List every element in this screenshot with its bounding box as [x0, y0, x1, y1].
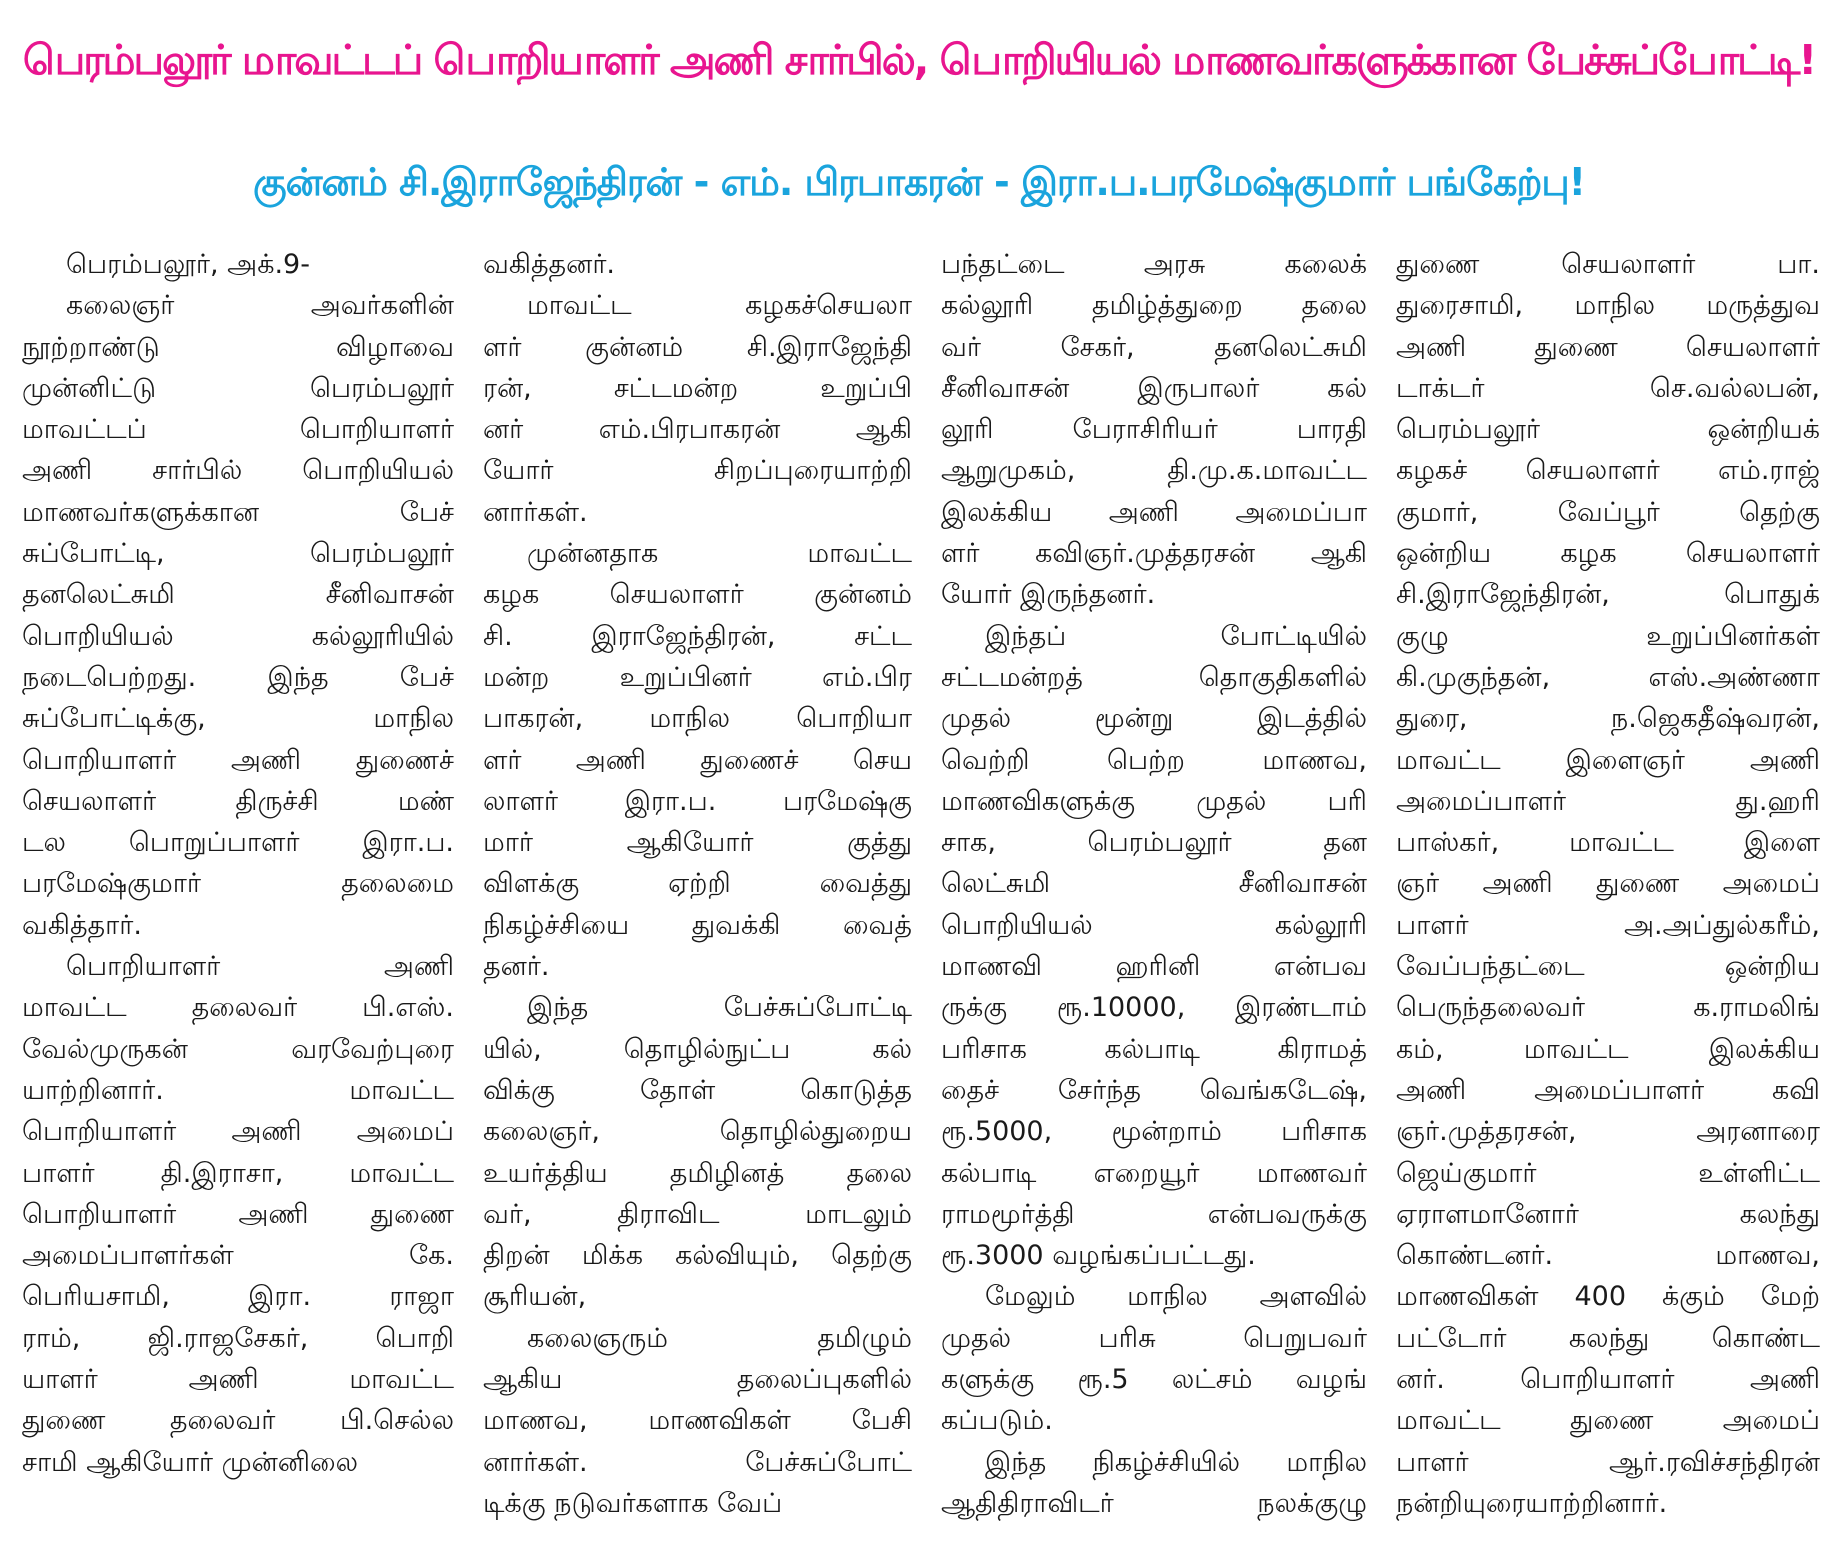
text-line: இந்த பேச்சுப்போட்டி: [527, 992, 912, 1024]
text-line: வர், திராவிட மாடலும்: [483, 1198, 912, 1230]
text-line: விளக்கு ஏற்றி வைத்து: [483, 868, 912, 900]
text-line: யாற்றினார். மாவட்ட: [22, 1074, 454, 1106]
text-line: மாணவி ஹரினி என்பவ: [941, 951, 1367, 983]
text-line: ஆகிய தலைப்புகளில்: [483, 1364, 912, 1396]
text-line: மாணவிகள் 400 க்கும் மேற்: [1396, 1281, 1820, 1313]
text-line: கம், மாவட்ட இலக்கிய: [1396, 1033, 1820, 1065]
text-line: பெருந்தலைவர் க.ராமலிங்: [1396, 992, 1820, 1024]
text-line: விக்கு தோள் கொடுத்த: [483, 1074, 912, 1106]
column-1: [8, 244, 468, 1544]
text-line: மாவட்டப் பொறியாளர்: [22, 414, 454, 446]
text-line: லூரி பேராசிரியர் பாரதி: [941, 414, 1367, 446]
text-line: அணி துணை செயலாளர்: [1396, 331, 1820, 363]
text-line: ஆறுமுகம், தி.மு.க.மாவட்ட: [941, 455, 1367, 487]
text-line: கொண்டனர். மாணவ,: [1396, 1240, 1820, 1272]
text-line: வெற்றி பெற்ற மாணவ,: [941, 744, 1367, 776]
text-line: நூற்றாண்டு விழாவை: [22, 331, 454, 363]
text-line: சாமி ஆகியோர் முன்னிலை: [22, 1446, 359, 1478]
text-line: முன்னதாக மாவட்ட: [527, 538, 912, 570]
column-4: [1381, 244, 1834, 1544]
text-line: தனர்.: [483, 951, 550, 983]
text-line: யோர் சிறப்புரையாற்றி: [483, 455, 912, 487]
text-line: னார்கள்.: [483, 496, 588, 528]
text-line: தனலெட்சுமி சீனிவாசன்: [22, 579, 454, 611]
text-line: செயலாளர் திருச்சி மண்: [22, 785, 454, 817]
text-line: கலைஞர் அவர்களின்: [66, 290, 454, 322]
text-line: முதல் மூன்று இடத்தில்: [941, 703, 1367, 735]
text-line: மாவட்ட துணை அமைப்: [1396, 1405, 1820, 1437]
text-line: பாளர் ஆர்.ரவிச்சந்திரன்: [1396, 1446, 1820, 1478]
text-line: உயர்த்திய தமிழினத் தலை: [483, 1157, 912, 1189]
text-line: இந்த நிகழ்ச்சியில் மாநில: [985, 1446, 1367, 1478]
text-line: சூரியன்,: [483, 1281, 587, 1313]
text-line: கப்படும்.: [941, 1405, 1053, 1437]
text-line: அமைப்பாளர் து.ஹரி: [1396, 785, 1820, 817]
text-line: ரூ.3000 வழங்கப்பட்டது.: [941, 1240, 1256, 1272]
text-line: துணை செயலாளர் பா.: [1396, 249, 1820, 280]
text-line: டல பொறுப்பாளர் இரா.ப.: [22, 827, 454, 859]
text-line: களுக்கு ரூ.5 லட்சம் வழங்: [941, 1364, 1367, 1396]
text-line: ரூ.5000, மூன்றாம் பரிசாக: [941, 1116, 1367, 1148]
text-line: கலைஞரும் தமிழும்: [527, 1322, 912, 1354]
text-line: லெட்சுமி சீனிவாசன்: [941, 868, 1367, 900]
text-line: பொறியாளர் அணி துணைச்: [22, 744, 454, 776]
text-line: மாவட்ட இளைஞர் அணி: [1396, 744, 1820, 776]
text-line: இந்தப் போட்டியில்: [985, 620, 1367, 652]
text-line: நடைபெற்றது. இந்த பேச்: [22, 661, 454, 693]
text-line: வகித்தார்.: [22, 909, 142, 941]
text-line: குழு உறுப்பினர்கள்: [1396, 620, 1820, 652]
text-line: னர். பொறியாளர் அணி: [1396, 1364, 1820, 1396]
text-line: பொறியியல் கல்லூரி: [941, 909, 1367, 941]
text-line: மாணவர்களுக்கான பேச்: [22, 496, 454, 528]
text-line: பரமேஷ்குமார் தலைமை: [22, 868, 454, 900]
text-line: தைச் சேர்ந்த வெங்கடேஷ்,: [941, 1074, 1367, 1106]
text-line: யாளர் அணி மாவட்ட: [22, 1364, 454, 1396]
text-line: பாகரன், மாநில பொறியா: [483, 703, 912, 735]
text-line: ளர் குன்னம் சி.இராஜேந்தி: [483, 331, 912, 363]
text-line: சுப்போட்டி, பெரம்பலூர்: [22, 538, 454, 570]
subheadline: குன்னம் சி.இராஜேந்திரன் - எம். பிரபாகரன் - இரா.ப.பரமேஷ்குமார் பங்கேற்பு!: [253, 160, 1585, 204]
text-line: லாளர் இரா.ப. பரமேஷ்கு: [483, 785, 912, 817]
text-line: ஜெய்குமார் உள்ளிட்ட: [1396, 1157, 1820, 1189]
text-line: பெரியசாமி, இரா. ராஜா: [22, 1281, 454, 1313]
text-line: ராமமூர்த்தி என்பவருக்கு: [941, 1198, 1367, 1230]
text-line: மார் ஆகியோர் குத்து: [483, 827, 912, 859]
text-line: ஒன்றிய கழக செயலாளர்: [1396, 538, 1820, 570]
text-line: சுப்போட்டிக்கு, மாநில: [22, 703, 454, 735]
text-line: குமார், வேப்பூர் தெற்கு: [1396, 496, 1820, 528]
text-line: வகித்தனர்.: [483, 249, 616, 280]
text-line: அணி அமைப்பாளர் கவி: [1396, 1074, 1820, 1106]
text-line: பந்தட்டை அரசு கலைக்: [941, 249, 1367, 280]
text-line: ஏராளமானோர் கலந்து: [1396, 1198, 1820, 1230]
text-line: துணை தலைவர் பி.செல்ல: [22, 1405, 454, 1437]
text-line: முன்னிட்டு பெரம்பலூர்: [22, 372, 454, 404]
text-line: ரன், சட்டமன்ற உறுப்பி: [483, 372, 912, 404]
text-line: கலைஞர், தொழில்துறைய: [483, 1116, 912, 1148]
text-line: கி.முகுந்தன், எஸ்.அண்ணா: [1396, 661, 1820, 693]
text-line: ஞர் அணி துணை அமைப்: [1396, 868, 1820, 900]
column-2: [468, 244, 926, 1544]
text-line: ருக்கு ரூ.10000, இரண்டாம்: [941, 992, 1367, 1024]
text-line: பொறியியல் கல்லூரியில்: [22, 620, 454, 652]
headline: பெரம்பலூர் மாவட்டப் பொறியாளர் அணி சார்பில், பொறியியல் மாணவர்களுக்கான பேச்சுப்போட்டி!: [22, 36, 1816, 84]
text-line: நன்றியுரையாற்றினார்.: [1396, 1487, 1668, 1519]
text-line: அணி சார்பில் பொறியியல்: [22, 455, 454, 487]
text-line: ஞர்.முத்தரசன், அரனாரை: [1396, 1116, 1820, 1148]
text-line: யோர் இருந்தனர்.: [941, 579, 1156, 611]
text-line: துரை, ந.ஜெகதீஷ்வரன்,: [1396, 703, 1820, 735]
text-line: ளர் அணி துணைச் செய: [483, 744, 912, 776]
text-line: மாவட்ட தலைவர் பி.எஸ்.: [22, 992, 454, 1024]
text-line: பொறியாளர் அணி: [66, 951, 454, 983]
text-line: கழக செயலாளர் குன்னம்: [483, 579, 912, 611]
text-line: டாக்டர் செ.வல்லபன்,: [1396, 372, 1820, 404]
text-line: மாவட்ட கழகச்செயலா: [527, 290, 912, 322]
column-3: [926, 244, 1381, 1544]
text-line: ராம், ஜி.ராஜசேகர், பொறி: [22, 1322, 454, 1354]
text-line: டிக்கு நடுவர்களாக வேப்: [483, 1487, 783, 1519]
text-line: பாளர் தி.இராசா, மாவட்ட: [22, 1157, 454, 1189]
text-line: கழகச் செயலாளர் எம்.ராஜ்: [1396, 455, 1820, 487]
text-line: னர் எம்.பிரபாகரன் ஆகி: [483, 414, 912, 446]
article-body: [8, 244, 1834, 1544]
text-line: பட்டோர் கலந்து கொண்ட: [1396, 1322, 1820, 1354]
text-line: இலக்கிய அணி அமைப்பா: [941, 496, 1367, 528]
text-line: வர் சேகர், தனலெட்சுமி: [941, 331, 1367, 363]
text-line: பொறியாளர் அணி அமைப்: [22, 1116, 454, 1148]
text-line: யில், தொழில்நுட்ப கல்: [483, 1033, 912, 1065]
text-line: அமைப்பாளர்கள் கே.: [22, 1240, 454, 1272]
text-line: ளர் கவிஞர்.முத்தரசன் ஆகி: [941, 538, 1367, 570]
text-line: பொறியாளர் அணி துணை: [22, 1198, 454, 1230]
text-line: ஆதிதிராவிடர் நலக்குழு: [941, 1487, 1367, 1519]
text-line: கல்லூரி தமிழ்த்துறை தலை: [941, 290, 1367, 322]
text-line: மாணவிகளுக்கு முதல் பரி: [941, 785, 1367, 817]
text-line: னார்கள். பேச்சுப்போட்: [483, 1446, 912, 1478]
text-line: சி. இராஜேந்திரன், சட்ட: [483, 620, 912, 652]
text-line: சாக, பெரம்பலூர் தன: [941, 827, 1367, 859]
text-line: பரிசாக கல்பாடி கிராமத்: [941, 1033, 1367, 1065]
text-line: பாளர் அ.அப்துல்கரீம்,: [1396, 909, 1820, 941]
text-line: மாணவ, மாணவிகள் பேசி: [483, 1405, 912, 1437]
text-line: திறன் மிக்க கல்வியும், தெற்கு: [483, 1240, 912, 1272]
text-line: பெரம்பலூர், அக்.9-: [66, 249, 310, 280]
text-line: சட்டமன்றத் தொகுதிகளில்: [941, 661, 1367, 693]
text-line: மன்ற உறுப்பினர் எம்.பிர: [483, 661, 912, 693]
text-line: கல்பாடி எறையூர் மாணவர்: [941, 1157, 1367, 1189]
text-line: சி.இராஜேந்திரன், பொதுக்: [1396, 579, 1820, 611]
text-line: பாஸ்கர், மாவட்ட இளை: [1396, 827, 1820, 859]
text-line: நிகழ்ச்சியை துவக்கி வைத்: [483, 909, 912, 941]
text-line: வேல்முருகன் வரவேற்புரை: [22, 1033, 454, 1065]
text-line: பெரம்பலூர் ஒன்றியக்: [1396, 414, 1820, 446]
text-line: முதல் பரிசு பெறுபவர்: [941, 1322, 1367, 1354]
text-line: துரைசாமி, மாநில மருத்துவ: [1396, 290, 1820, 322]
text-line: சீனிவாசன் இருபாலர் கல்: [941, 372, 1367, 404]
text-line: மேலும் மாநில அளவில்: [985, 1281, 1367, 1313]
text-line: வேப்பந்தட்டை ஒன்றிய: [1396, 951, 1820, 983]
